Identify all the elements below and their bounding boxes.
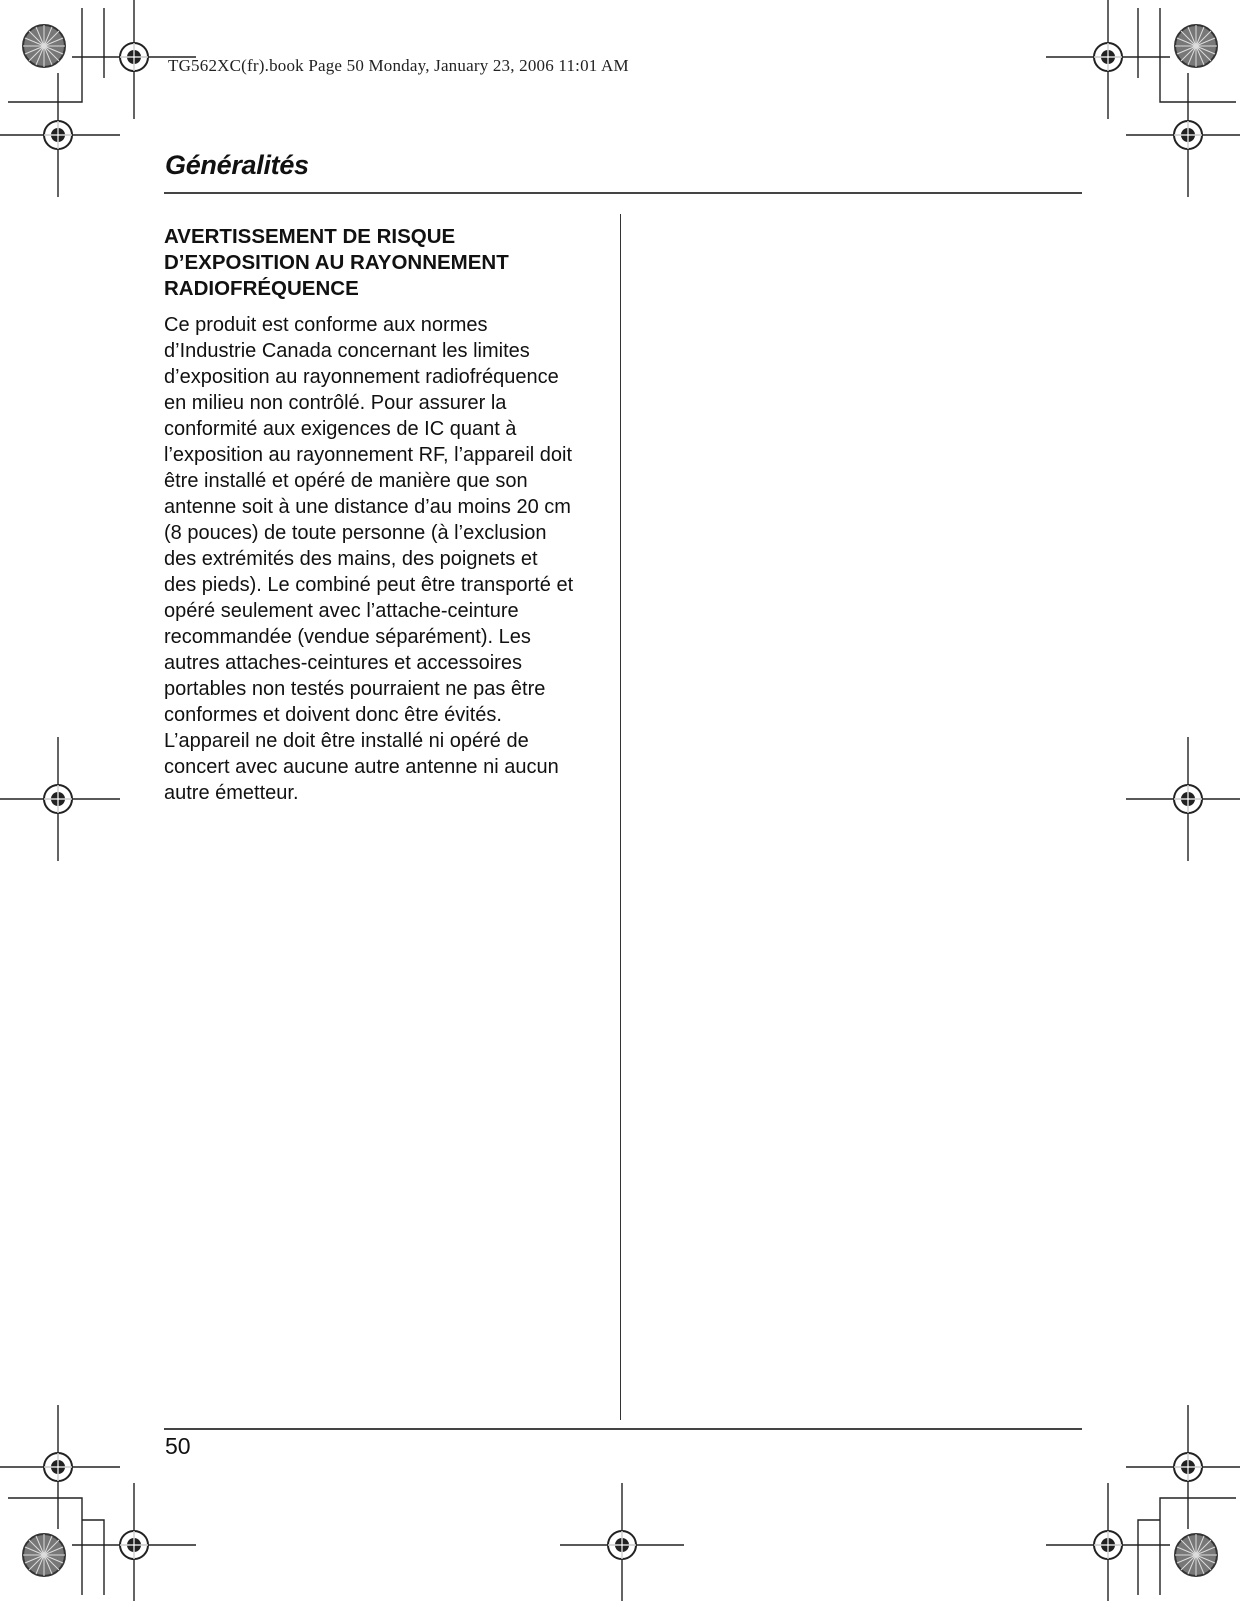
warning-body xyxy=(164,312,609,806)
body-line: recommandée (vendue séparément). Les xyxy=(164,626,531,648)
print-header: TG562XC(fr).book Page 50 Monday, January 23, 2006 11:01 AM xyxy=(168,56,629,75)
warning-heading xyxy=(164,224,604,302)
column-divider xyxy=(620,214,621,1420)
body-line: d’Industrie Canada concernant les limites xyxy=(164,340,530,362)
warning-heading-line: RADIOFRÉQUENCE xyxy=(164,277,359,300)
body-line: des pieds). Le combiné peut être transporté et xyxy=(164,574,574,596)
body-line: concert avec aucune autre antenne ni aucun xyxy=(164,756,559,778)
warning-heading-line: AVERTISSEMENT DE RISQUE xyxy=(164,225,456,248)
body-line: conformité aux exigences de IC quant à xyxy=(164,418,517,440)
warning-heading-line: D’EXPOSITION AU RAYONNEMENT xyxy=(164,251,509,274)
body-line: l’exposition au rayonnement RF, l’appareil doit xyxy=(164,444,573,466)
body-line: être installé et opéré de manière que son xyxy=(164,470,528,492)
body-line: L’appareil ne doit être installé ni opéré de xyxy=(164,730,529,752)
body-line: portables non testés pourraient ne pas être xyxy=(164,678,546,700)
body-line: antenne soit à une distance d’au moins 20 cm xyxy=(164,496,571,518)
body-line: Ce produit est conforme aux normes xyxy=(164,314,488,336)
body-line: d’exposition au rayonnement radiofréquence xyxy=(164,366,559,388)
body-line: opéré seulement avec l’attache-ceinture xyxy=(164,600,519,622)
footer-rule xyxy=(164,1428,1082,1430)
body-line: autres attaches-ceintures et accessoires xyxy=(164,652,522,674)
body-line: des extrémités des mains, des poignets et xyxy=(164,548,538,570)
body-line: autre émetteur. xyxy=(164,782,299,804)
section-title: Généralités xyxy=(165,150,309,180)
page-number: 50 xyxy=(165,1433,191,1459)
body-line: en milieu non contrôlé. Pour assurer la xyxy=(164,392,507,414)
body-line: (8 pouces) de toute personne (à l’exclusion xyxy=(164,522,547,544)
body-line: conformes et doivent donc être évités. xyxy=(164,704,502,726)
title-rule xyxy=(164,192,1082,194)
